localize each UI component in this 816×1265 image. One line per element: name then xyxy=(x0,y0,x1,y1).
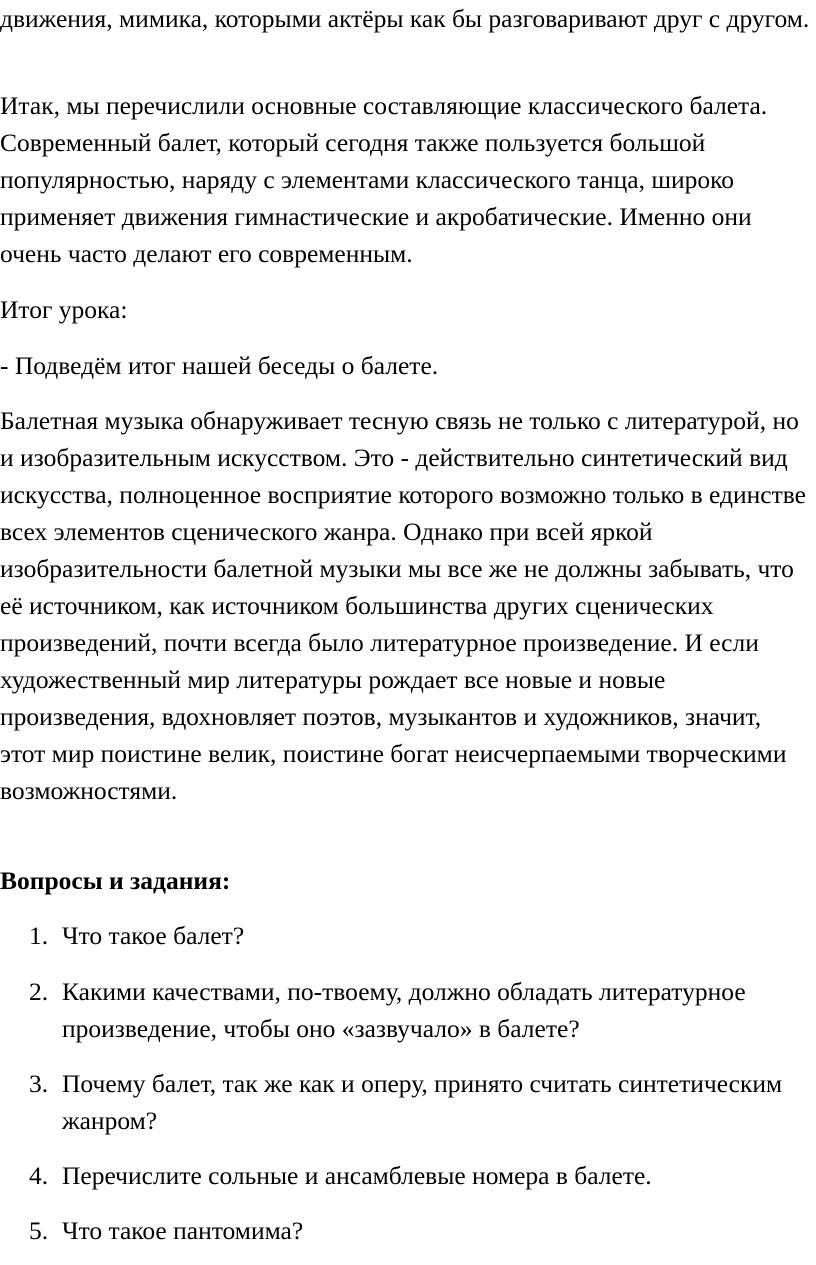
list-item-text: Какими качествами, по-твоему, должно обладать литературное произведение, чтобы оно «зазвучало» в балете? xyxy=(62,977,746,1043)
list-item-text: Почему балет, так же как и оперу, принято считать синтетическим жанром? xyxy=(62,1069,783,1135)
questions-heading: Вопросы и задания: xyxy=(0,866,231,895)
list-item-text: Перечислите сольные и ансамблевые номера в балете. xyxy=(62,1161,652,1190)
list-item-text: Что такое балет? xyxy=(62,921,245,950)
paragraph-mimicry: движения, мимика, которыми актёры как бы разговаривают друг с другом. xyxy=(0,4,810,33)
list-item-number: 4. xyxy=(29,1161,49,1190)
list-item-text: Что такое пантомима? xyxy=(62,1216,304,1245)
paragraph-ballet-music: Балетная музыка обнаруживает тесную связь не только с литературой, но и изобразительным искусством. Это - действительно синтетический вид искусства, полноценное восприятие которого возможно только в единстве всех элементов сценического жанра. Однако при всей яркой изобразительности балетной музыки мы все же не должны забывать, что её источником, как источником большинства других сценических произведений, почти всегда было литературное произведение. И если художественный мир литературы рождает все новые и новые произведения, вдохновляет поэтов, музыкантов и художников, значит, этот мир поистине велик, поистине богат неисчерпаемыми творческими возможностями. xyxy=(0,406,806,805)
list-item-number: 3. xyxy=(29,1069,49,1098)
paragraph-lesson-summary-label: Итог урока: xyxy=(0,295,128,324)
list-item-number: 1. xyxy=(29,921,49,950)
paragraph-modern-ballet: Итак, мы перечислили основные составляющие классического балета. Современный балет, который сегодня также пользуется большой популярностью, наряду с элементами классического танца, широко применяет движения гимнастические и акробатические. Именно они очень часто делают его современным. xyxy=(0,91,768,268)
paragraph-summary-intro: - Подведём итог нашей беседы о балете. xyxy=(0,351,439,380)
list-item-number: 5. xyxy=(29,1216,49,1245)
list-item-number: 2. xyxy=(29,977,49,1006)
